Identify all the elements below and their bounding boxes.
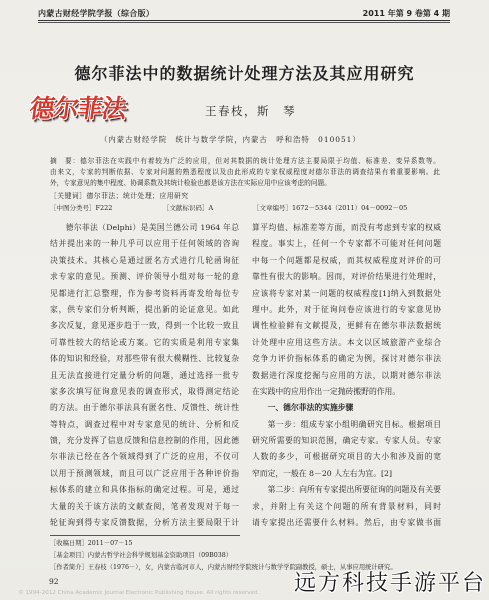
body-left-column	[50, 220, 239, 531]
watermark: 远方科技手游平台	[293, 571, 486, 596]
abstract-line: 由来文，专家的判断依据、专家对问题的熟悉程度以及由此形成的专家权威程度对德尔菲法的调查结果有着重要影响。此	[50, 168, 440, 176]
header-rule	[38, 20, 450, 23]
footnote-rule	[50, 535, 240, 536]
text-line: 算平均值、标准差等方面，而没有考虑到专家的权威	[252, 223, 441, 232]
text-line: 以用于预测领域，而且可以广泛应用于各种评价指	[50, 468, 239, 478]
text-line: 请专家提出还需要什么材料。然后，由专家做书面	[252, 518, 441, 528]
text-line: 第二步：向所有专家提出所要征询的问题及有关要	[267, 485, 441, 495]
article-number: ［文章编号］1672－5344（2011）04－0092－05	[253, 204, 408, 212]
text-line: 程度。事实上，任何一个专家都不可能对任何问题	[252, 239, 441, 249]
text-line: 标体系的建立和具体指标的确定过程。可是，通过	[50, 485, 239, 495]
section-heading: 一、德尔菲法的实施步骤	[267, 403, 354, 413]
abstract-line: 外，专家意见的集中程度、协调系数及其统计检验也都是该方法在实际应用中应该考虑的问题。	[50, 179, 331, 187]
abstract-line: 摘 要：德尔菲法在实践中有着较为广泛的应用，但对其数据的统计处理方法主要局限于均值、标准差、变异系数等。	[50, 157, 440, 165]
text-line: 理中。此外，对于征询问卷应该进行的专家意见协	[252, 304, 441, 314]
text-line: 竞争力评价指标体系的确定为例，探讨对德尔菲法	[252, 354, 441, 364]
journal-name: 内蒙古财经学院学报（综合版）	[38, 9, 155, 18]
text-line: 家多次填写征询意见表的调查形式，取得测定结论	[50, 386, 239, 396]
keywords: ［关键词］德尔菲法；统计处理；应用研究	[50, 192, 189, 200]
text-line: 人数的多少，可根据研究项目的大小和涉及面的宽	[252, 452, 441, 462]
text-line: 体的知识和经验，对那些带有很大模糊性、比较复杂	[50, 354, 239, 364]
text-line: 德尔菲法（Delphi）是美国兰德公司 1964 年总	[65, 223, 239, 232]
logo-title-art: 德尔菲法	[27, 94, 128, 123]
affiliation: （内蒙古财经学院 统计与数学学院，内蒙古 呼和浩特 010051）	[100, 135, 361, 144]
text-line: 多次反复，意见逐步趋于一致，得到一个比较一致且	[50, 321, 239, 331]
text-line: 第一步：组成专家小组明确研究目标。根据项目	[267, 419, 441, 429]
issue-info: 2011 年第 9 卷第 4 期	[362, 9, 450, 18]
paper-title: 德尔菲法中的数据统计处理方法及其应用研究	[74, 64, 415, 83]
text-line: 决策技术。其核心是通过匿名方式进行几轮函询征	[50, 255, 239, 265]
text-line: 应该将专家对某一问题的权威程度[1]纳入到数据处	[252, 288, 441, 298]
authors: 王春枝，斯 琴	[205, 104, 296, 118]
text-line: 研究所需要的知识范围，确定专家。专家人员。专家	[252, 436, 441, 446]
text-line: 等特点，调查过程中对专家意见的统计、分析和反	[50, 419, 239, 429]
text-line: 中每一个问题都是权威，而其权威程度对评价的可	[252, 255, 441, 265]
text-line: 求，并附上有关这个问题的所有背景材料，同时	[252, 501, 441, 511]
text-line: 见都进行汇总整理，作为参考资料再寄发给每位专	[50, 288, 239, 298]
text-line: 靠性有很大的影响。因而，对评价结果进行处理时，	[252, 272, 441, 282]
text-line: 窄而定，一般在 8－20 人左右为宜。[2]	[252, 468, 393, 478]
clc-number: ［中图分类号］F222	[50, 204, 113, 212]
text-line: 可靠性较大的结论或方案。它的实质是利用专家集	[50, 337, 239, 347]
text-line: 求专家的意见。预测、评价领导小组对每一轮的意	[50, 272, 239, 282]
text-line: 调性检验鲜有文献提及，更鲜有在德尔菲法数据统	[252, 321, 441, 331]
abstract	[50, 156, 440, 189]
text-line: 结并提出来的一种几乎可以应用于任何领域的咨询	[50, 239, 239, 249]
footnote-received-date: ［收稿日期］2011－07－15	[50, 540, 133, 547]
body-right-column	[252, 220, 441, 531]
footnote-funding: ［基金项目］内蒙古哲学社会科学规划基金资助项目（09B038）	[50, 552, 233, 559]
text-line: 且无法直接进行定量分析的问题，通过选择一批专	[50, 370, 239, 380]
page-number: 92	[49, 577, 59, 586]
text-line: 大量的关于该方法的文献查阅，笔者发现对于每一	[50, 501, 239, 511]
copyright-footer: © 1994-2012 China Academic Journal Electronic Publishing House. All rights reserved.	[18, 590, 260, 596]
text-line: 数据进行深度挖掘与应用的方法，以期对德尔菲法	[252, 370, 441, 380]
text-line: 家，供专家们分析判断，提出新的论证意见。如此	[50, 304, 239, 314]
text-line: 计处理中应用这些方法。本文以区域旅游产业综合	[252, 337, 441, 347]
text-line: 轮征询到得专家反馈数据，分析方法主要局限于计	[50, 518, 239, 528]
text-line: 在实践中的应用作出一定抛砖搬野的作用。	[252, 386, 401, 396]
text-line: 尔菲法已经在各个领域得到了广泛的应用，不仅可	[50, 452, 239, 462]
footnote-author-bio: ［作者简介］王春枝（1976－），女，内蒙古临河市人，内蒙古财经学院统计与数学学院副教授，硕士，从事应用统计研究。	[50, 564, 397, 571]
text-line: 馈，充分发挥了信息反馈和信息控制的作用，因此德	[50, 436, 239, 446]
document-code: ［文献标识码］A	[163, 204, 214, 212]
text-line: 的方法。由于德尔菲法具有匿名性、反馈性、统计性	[50, 403, 239, 413]
